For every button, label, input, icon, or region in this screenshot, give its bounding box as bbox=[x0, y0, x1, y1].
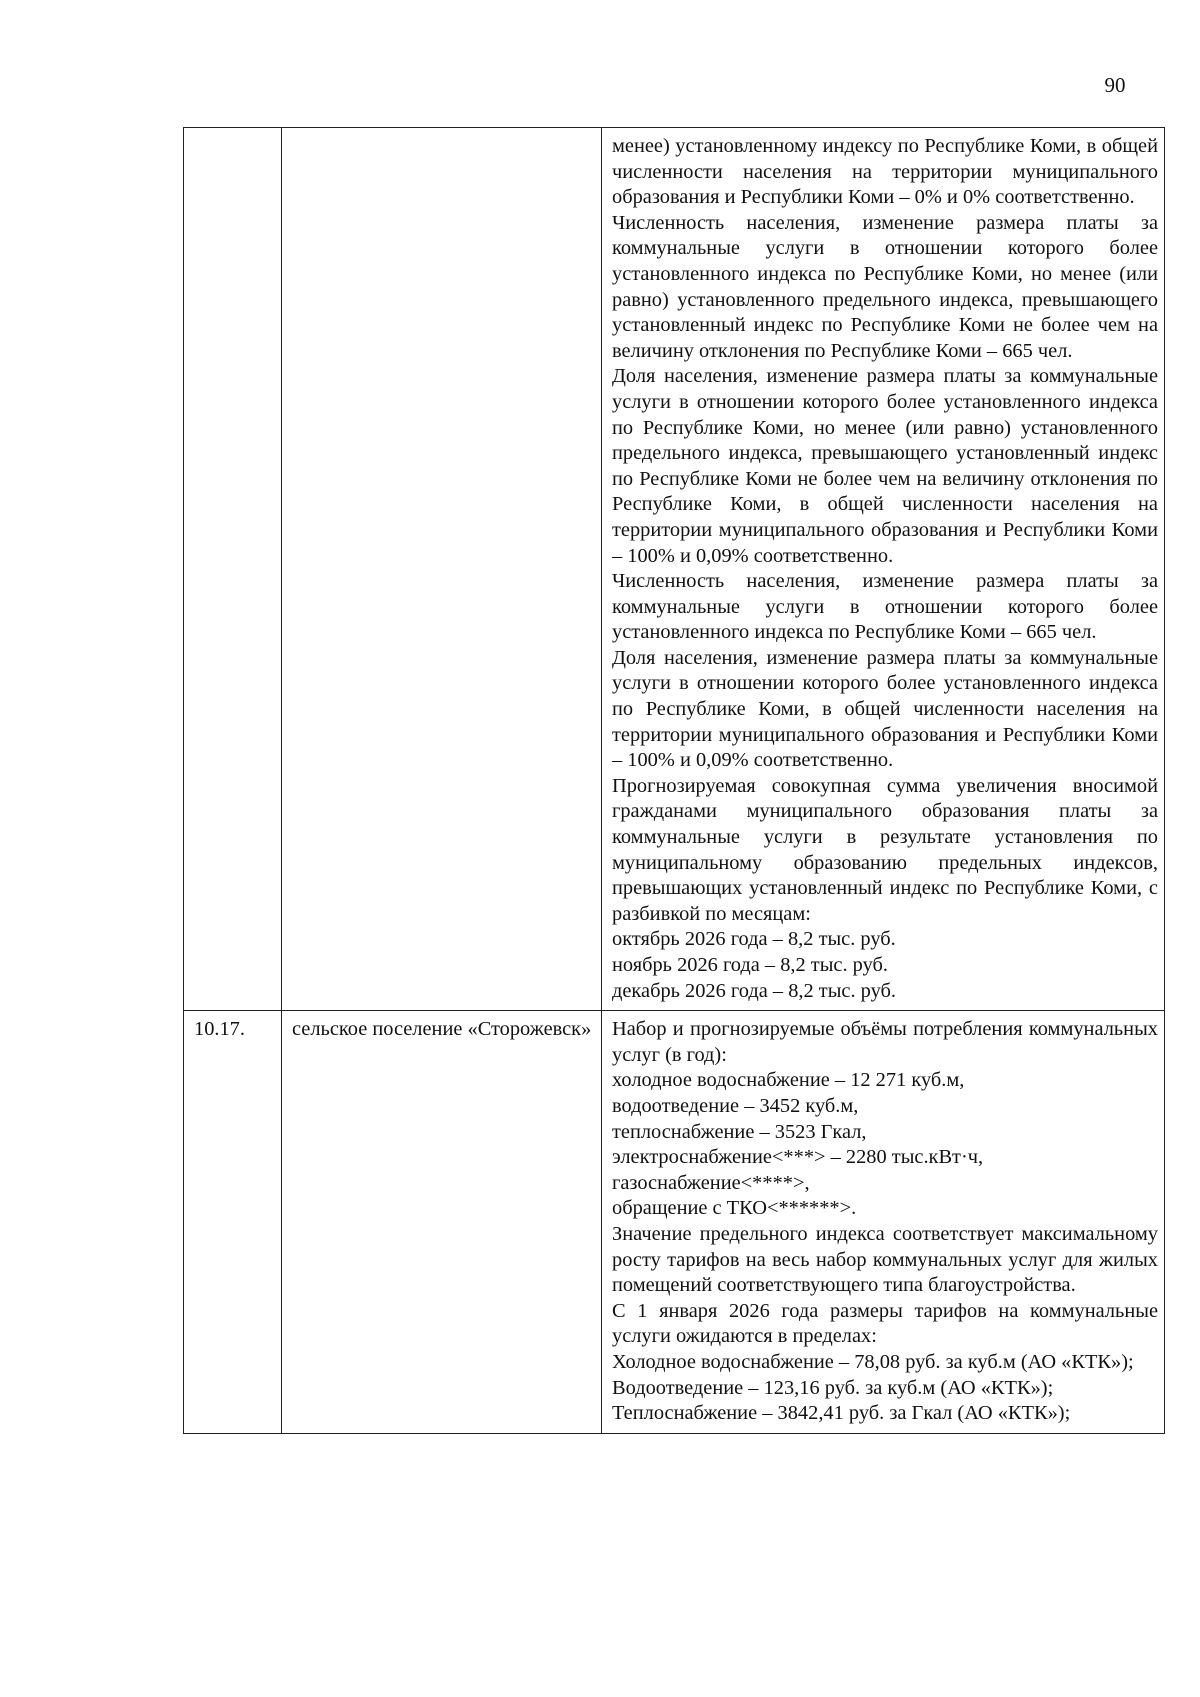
paragraph: Значение предельного индекса соответствует максимальному росту тарифов на весь набор коммунальных услуг для жилых помещений соответствующего типа благоустройства. bbox=[612, 1222, 1158, 1297]
page-number: 90 bbox=[1104, 73, 1126, 97]
paragraph: Теплоснабжение – 3842,41 руб. за Гкал (АО «КТК»); bbox=[612, 1402, 1071, 1425]
paragraph: водоотведение – 3452 куб.м, bbox=[612, 1094, 859, 1117]
paragraph: Численность населения, изменение размера платы за коммунальные услуги в отношении которого более установленного индекса по Республике Коми – 665 чел. bbox=[612, 570, 1158, 644]
paragraph: С 1 января 2026 года размеры тарифов на коммунальные услуги ожидаются в пределах: bbox=[612, 1299, 1158, 1348]
paragraph: электроснабжение<***> – 2280 тыс.кВт·ч, bbox=[612, 1146, 984, 1169]
municipality-name-cell: сельское поселение «Сторожевск» bbox=[282, 1011, 602, 1434]
table-row bbox=[184, 128, 1165, 1011]
paragraph: Водоотведение – 123,16 руб. за куб.м (АО «КТК»); bbox=[612, 1376, 1054, 1399]
paragraph: Доля населения, изменение размера платы за коммунальные услуги в отношении которого более установленного индекса по Республике Коми, в общей численности населения на территории муниципального образования и Республики Коми – 100% и 0,09% соответственно. bbox=[612, 646, 1158, 772]
paragraph: Набор и прогнозируемые объёмы потребления коммунальных услуг (в год): bbox=[612, 1018, 1158, 1066]
paragraph: Прогнозируемая совокупная сумма увеличения вносимой гражданами муниципального образования платы за коммунальные услуги в результате установления по муниципальному образованию предельных индексов, превышающих установленный индекс по Республике Коми, с разбивкой по месяцам: bbox=[612, 774, 1158, 925]
row-number-cell: 10.17. bbox=[184, 1011, 282, 1434]
table-row bbox=[184, 1011, 1165, 1434]
paragraph: газоснабжение<****>, bbox=[612, 1171, 810, 1194]
paragraph: Доля населения, изменение размера платы за коммунальные услуги в отношении которого более установленного индекса по Республике Коми, но менее (или равно) установленного предельного индекса, превышающего установленный индекс по Республике Коми не более чем на величину отклонения по Республике Коми, в общей численности населения на территории муниципального образования и Республики Коми – 100% и 0,09% соответственно. bbox=[612, 365, 1158, 567]
description-cell bbox=[602, 1011, 1165, 1434]
paragraph: менее) установленному индексу по Республике Коми, в общей численности населения на территории муниципального образования и Республики Коми – 0% и 0% соответственно. bbox=[612, 135, 1158, 209]
paragraph: декабрь 2026 года – 8,2 тыс. руб. bbox=[612, 979, 896, 1002]
paragraph: октябрь 2026 года – 8,2 тыс. руб. bbox=[612, 928, 896, 951]
description-cell bbox=[602, 128, 1165, 1011]
paragraph: Холодное водоснабжение – 78,08 руб. за куб.м (АО «КТК»); bbox=[612, 1350, 1134, 1373]
paragraph: обращение с ТКО<******>. bbox=[612, 1197, 857, 1220]
municipality-name-cell bbox=[282, 128, 602, 1011]
paragraph: Численность населения, изменение размера платы за коммунальные услуги в отношении которого более установленного индекса по Республике Коми, но менее (или равно) установленного предельного индекса, превышающего установленный индекс по Республике Коми не более чем на величину отклонения по Республике Коми – 665 чел. bbox=[612, 211, 1158, 362]
document-table bbox=[183, 127, 1165, 1434]
paragraph: ноябрь 2026 года – 8,2 тыс. руб. bbox=[612, 954, 888, 976]
paragraph: теплоснабжение – 3523 Гкал, bbox=[612, 1120, 867, 1143]
paragraph: холодное водоснабжение – 12 271 куб.м, bbox=[612, 1069, 965, 1092]
row-number-cell bbox=[184, 128, 282, 1011]
